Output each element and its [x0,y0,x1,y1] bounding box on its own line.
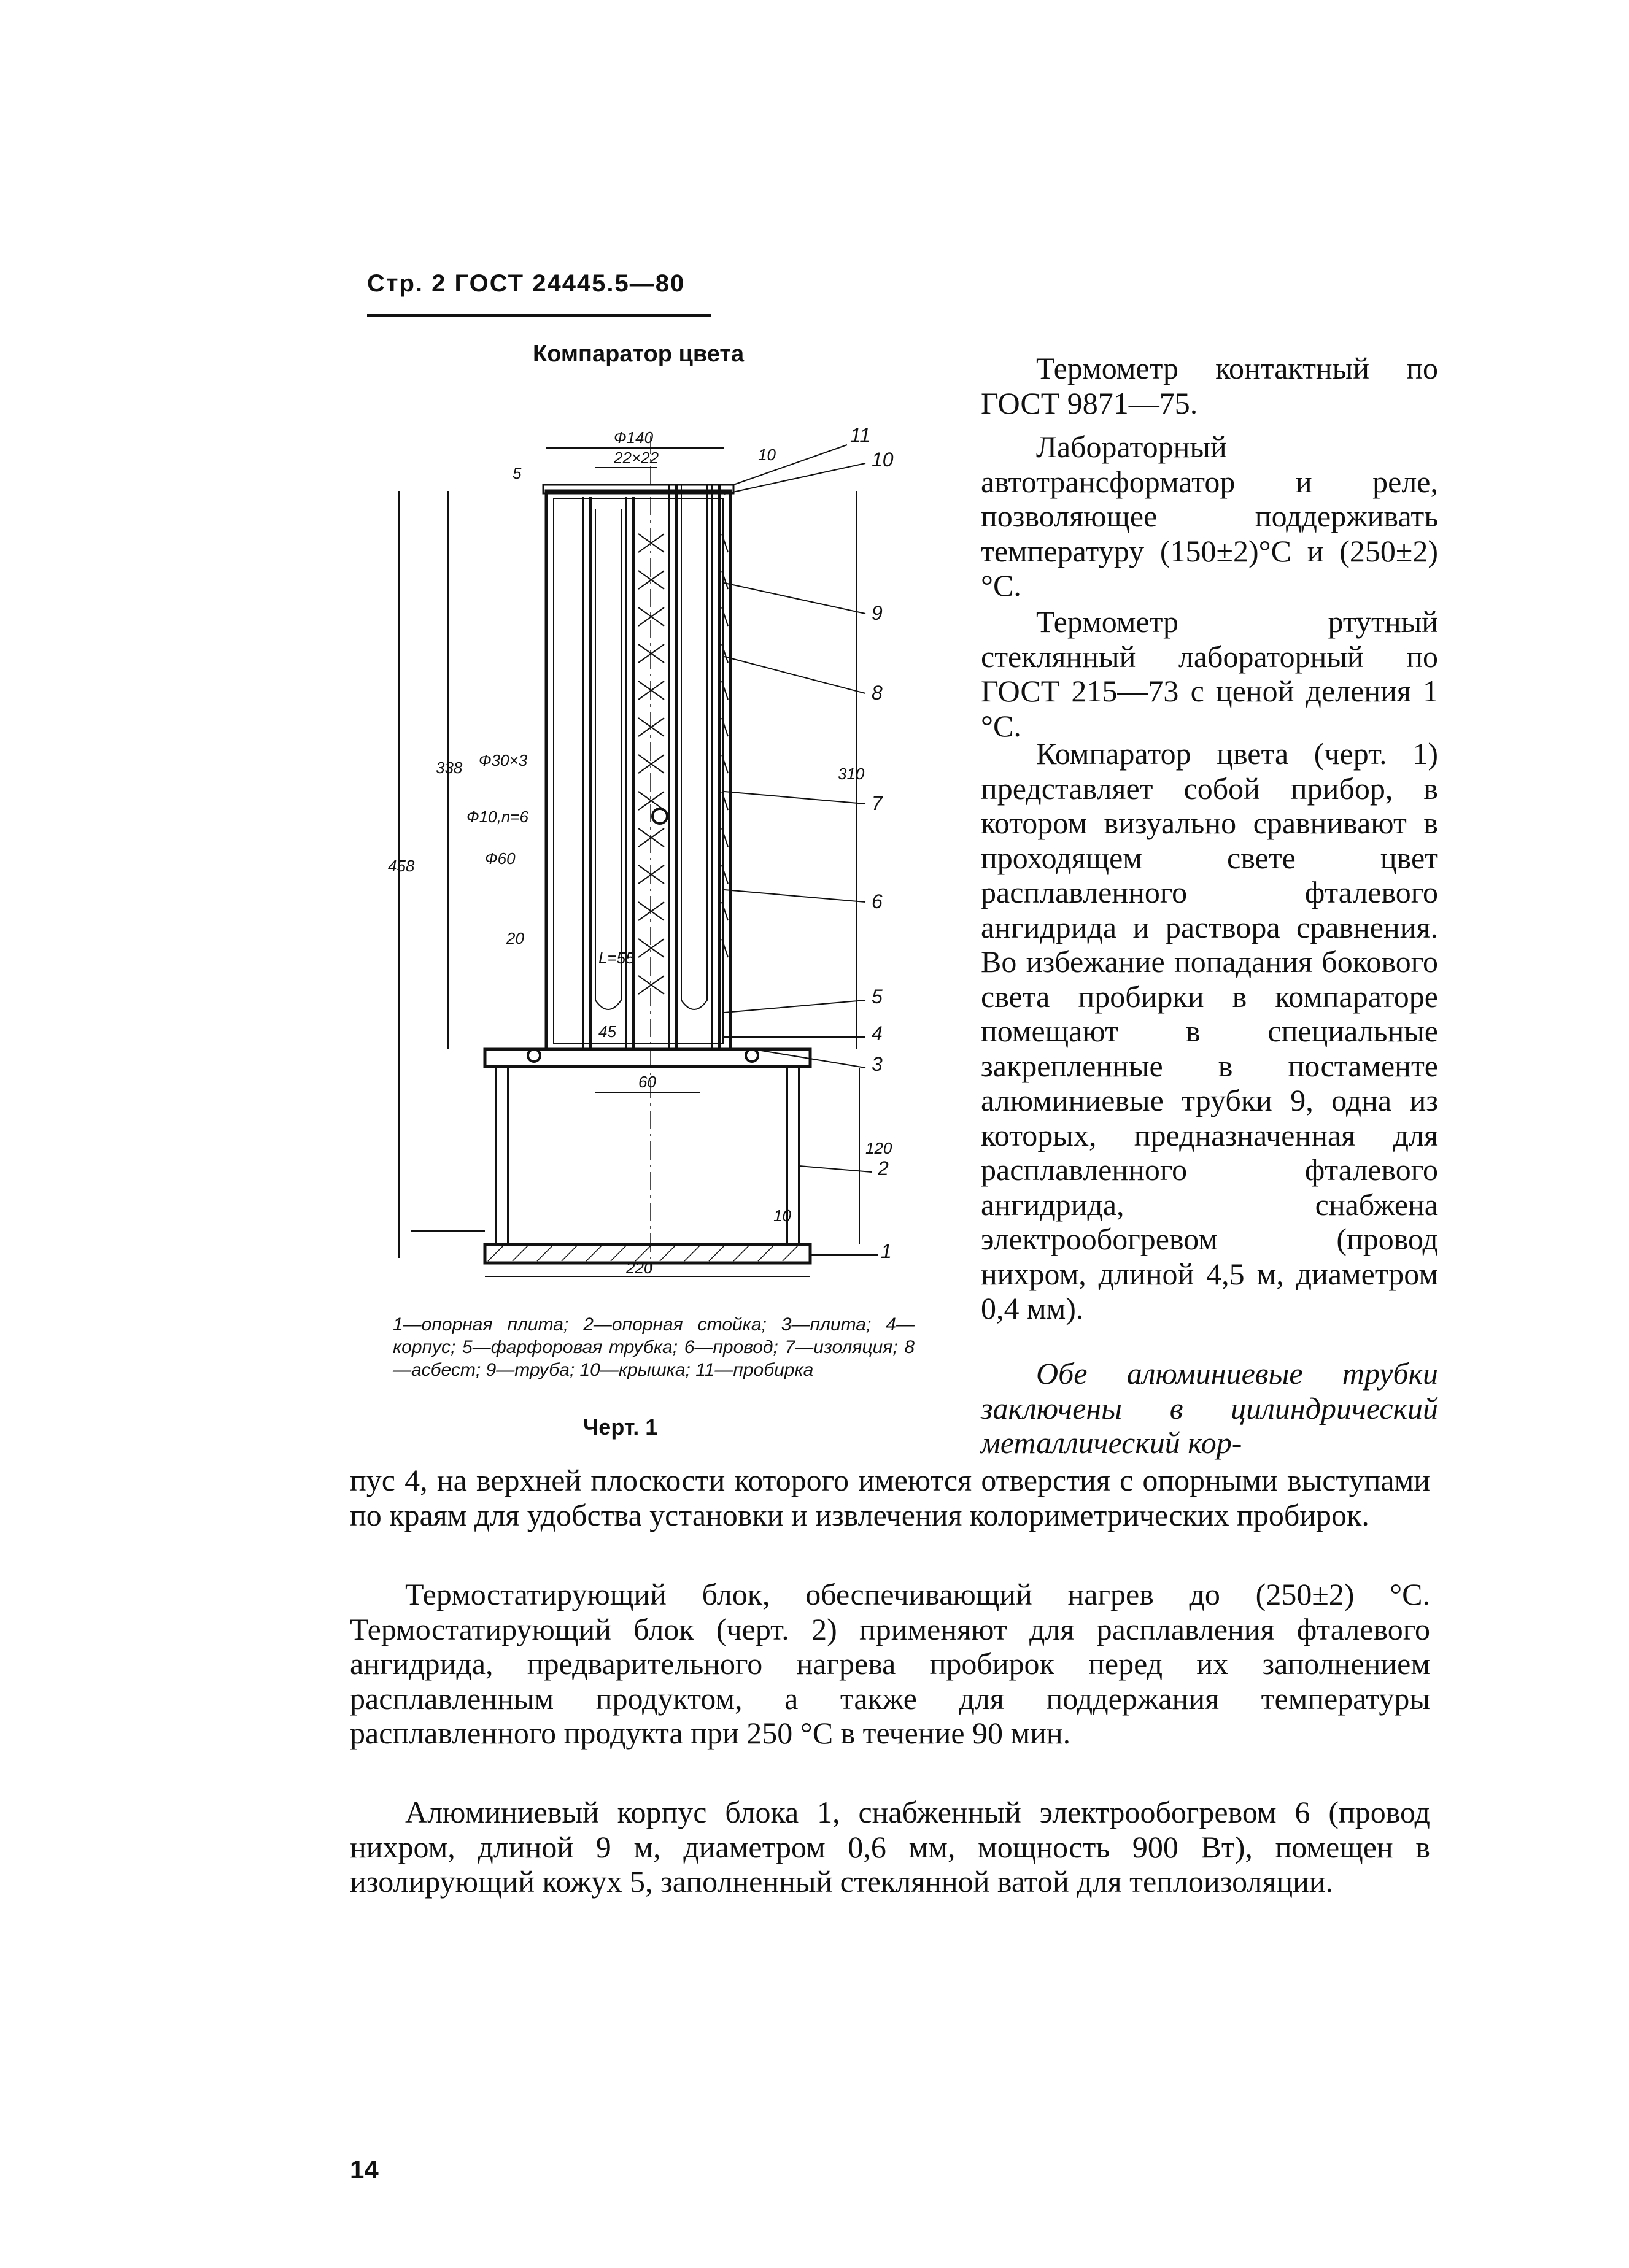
figure-title: Компаратор цвета [533,341,745,367]
dim-10-top: 10 [758,446,776,464]
dim-310: 310 [838,765,865,783]
paragraph-aluminium-tubes-continued: пус 4, на верхней плоскости которого имеются отверстия с опорными выступами по краям для удобства установки и извлечения колориметрических пробирок. [350,1463,1430,1532]
dim-20: 20 [506,929,524,947]
dim-45: 45 [598,1022,616,1041]
dim-diameter-30x3: Ф30×3 [479,751,528,770]
paragraph-thermometer-contact: Термометр контактный по ГОСТ 9871—75. [981,351,1438,420]
callout-9: 9 [872,602,883,624]
dim-diameter-10-n6: Ф10,n=6 [466,808,528,826]
dim-60: 60 [638,1073,656,1091]
callout-7: 7 [872,792,883,814]
paragraph-autotransformer: Лабораторный автотрансформатор и реле, позволяющее поддерживать температуру (150±2)°С и (250±2)°С. [981,430,1438,603]
paragraph-thermostat-block: Термостатирующий блок, обеспечивающий нагрев до (250±2) °С. Термостатирующий блок (черт. 2) применяют для расплавления фталевого ангидрида, предварительного нагрева пробирок перед их заполнением расплавленным продуктом, а также для поддержания температуры расплавленного продукта при 250 °С в течение 90 мин. [350,1577,1430,1750]
callout-6: 6 [872,890,883,912]
dim-220: 220 [626,1259,653,1277]
dim-458: 458 [388,857,415,875]
dim-22x22: 22×22 [614,449,659,467]
dim-diameter-60: Ф60 [485,849,516,868]
dim-5: 5 [513,464,522,482]
callout-1: 1 [881,1240,892,1262]
callout-8: 8 [872,682,883,704]
callout-11: 11 [850,424,871,446]
paragraph-aluminium-tubes: Обе алюминиевые трубки заключены в цилиндрический металлический кор- [981,1356,1438,1460]
callout-5: 5 [872,986,883,1008]
page-header: Стр. 2 ГОСТ 24445.5—80 [367,270,686,297]
dim-l-55: L=55 [598,949,635,967]
comparator-drawing [381,399,933,1289]
callout-3: 3 [872,1053,883,1075]
dim-120: 120 [865,1139,892,1157]
callout-10: 10 [872,449,894,471]
dim-diameter-140: Ф140 [614,428,654,447]
paragraph-color-comparator: Компаратор цвета (черт. 1) представляет собой прибор, в котором визуально сравнивают в проходящем свете цвет расплавленного фталевого ангидрида и раствора сравнения. Во избежание попадания бокового света пробирки в компараторе помещают в специальные закрепленные в постаменте алюминиевые трубки 9, одна из которых, предназначенная для расплавленного фталевого ангидрида, снабжена электрообогревом (провод нихром, длиной 4,5 м, диаметром 0,4 мм). [981,736,1438,1325]
page-number: 14 [350,2155,379,2184]
paragraph-aluminium-housing: Алюминиевый корпус блока 1, снабженный электрообогревом 6 (провод нихром, длиной 9 м, диаметром 0,6 мм, мощность 900 Вт), помещен в изолирующий кожух 5, заполненный стеклянной ватой для теплоизоляции. [350,1795,1430,1899]
dim-10-bottom: 10 [773,1206,791,1225]
dim-338: 338 [436,758,463,777]
callout-2: 2 [878,1157,889,1179]
figure-caption: 1—опорная плита; 2—опорная стойка; 3—плита; 4—корпус; 5—фарфоровая трубка; 6—провод; 7—изоляция; 8—асбест; 9—труба; 10—крышка; 11—пробирка [393,1314,915,1380]
figure-label: Черт. 1 [583,1414,658,1440]
callout-4: 4 [872,1022,883,1044]
paragraph-thermometer-mercury: Термометр ртутный стеклянный лабораторный по ГОСТ 215—73 с ценой деления 1 °С. [981,604,1438,743]
header-rule [367,314,711,317]
